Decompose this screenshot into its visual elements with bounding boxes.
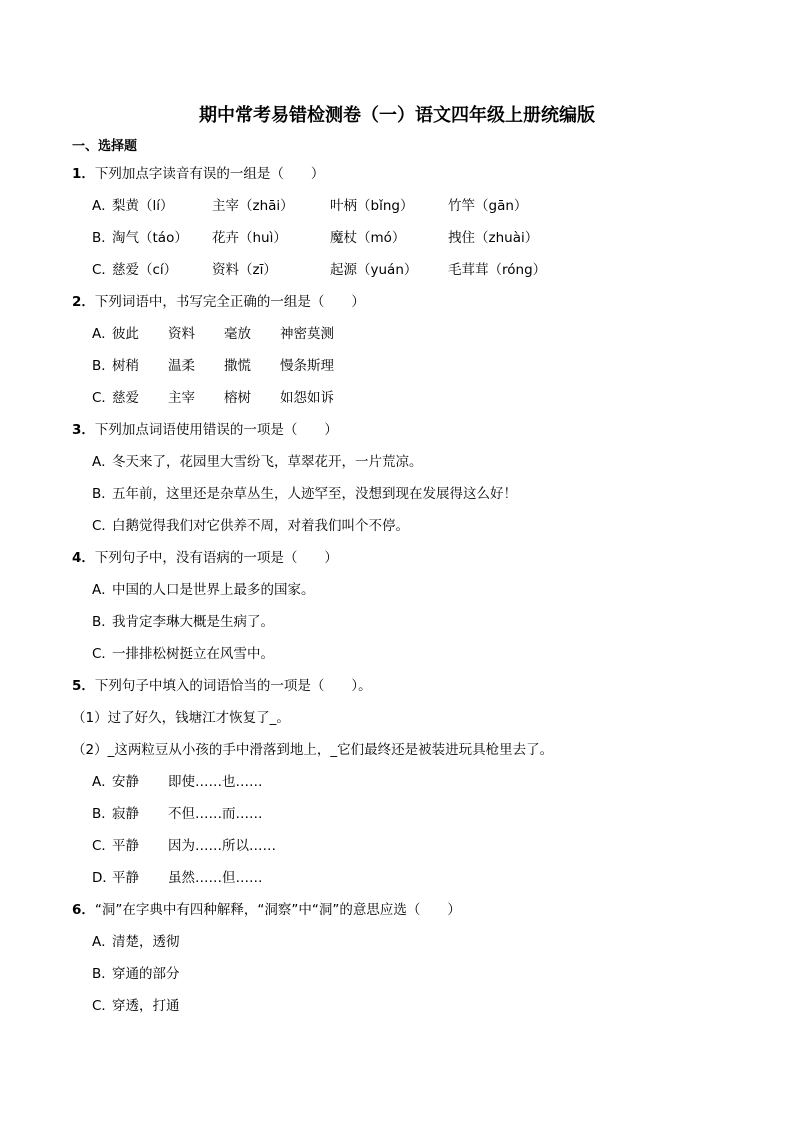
option-item: 温柔 <box>168 358 195 374</box>
option-text: 五年前，这里还是杂草丛生，人迹罕至，没想到现在发展得这么好！ <box>112 486 517 502</box>
question-4-option-b[interactable] <box>72 606 732 638</box>
question-2-option-b[interactable] <box>72 350 732 382</box>
option-item: 平静 <box>112 838 139 854</box>
question-3-option-a[interactable] <box>72 446 732 478</box>
option-item: 榕树 <box>224 390 251 406</box>
option-item: 毫放 <box>224 326 251 342</box>
option-letter: C． <box>92 262 115 278</box>
question-3-stem <box>72 414 732 446</box>
question-1-option-a[interactable] <box>72 190 732 222</box>
option-letter: C． <box>92 838 115 854</box>
option-item: 梨黄（lí） <box>112 198 174 214</box>
option-item: 毛茸茸（róng） <box>448 262 547 278</box>
question-5-sub-2: （2）_这两粒豆从小孩的手中滑落到地上，_它们最终还是被装进玩具枪里去了。 <box>72 742 554 758</box>
question-6-option-a[interactable] <box>72 926 732 958</box>
question-3-option-c[interactable] <box>72 510 732 542</box>
option-item: 起源（yuán） <box>330 262 418 278</box>
option-letter: A． <box>92 934 115 950</box>
option-letter: B． <box>92 358 115 374</box>
option-item: 资料（zī） <box>212 262 277 278</box>
option-letter: C． <box>92 646 115 662</box>
option-letter: A． <box>92 198 115 214</box>
option-letter: C． <box>92 390 115 406</box>
option-item: 竹竿（gān） <box>448 198 528 214</box>
option-letter: B． <box>92 486 115 502</box>
option-item: 资料 <box>168 326 195 342</box>
option-item: 撒慌 <box>224 358 251 374</box>
question-text: “洞”在字典中有四种解释，“洞察”中“洞”的意思应选（ ） <box>94 902 461 918</box>
option-item: 主宰（zhāi） <box>212 198 294 214</box>
option-item: 慈爱（cí） <box>112 262 178 278</box>
option-letter: A． <box>92 774 115 790</box>
section-heading: 一、选择题 <box>72 139 138 154</box>
option-item: 如怨如诉 <box>280 390 334 406</box>
option-item: 神密莫测 <box>280 326 334 342</box>
question-6-stem <box>72 894 732 926</box>
option-item: 魔杖（mó） <box>330 230 406 246</box>
question-2-option-c[interactable] <box>72 382 732 414</box>
option-item: 安静 <box>112 774 139 790</box>
option-item: 树稍 <box>112 358 139 374</box>
option-item: 虽然……但…… <box>168 870 263 886</box>
question-6-option-b[interactable] <box>72 958 732 990</box>
question-5-option-c[interactable] <box>72 830 732 862</box>
option-text: 清楚，透彻 <box>112 934 180 950</box>
question-number: 6． <box>72 902 95 918</box>
option-item: 即使……也…… <box>168 774 263 790</box>
question-text: 下列句子中填入的词语恰当的一项是（ ）。 <box>94 678 372 694</box>
option-item: 寂静 <box>112 806 139 822</box>
option-item: 平静 <box>112 870 139 886</box>
question-text: 下列词语中，书写完全正确的一组是（ ） <box>94 294 365 310</box>
question-5-stem <box>72 670 732 702</box>
option-letter: A． <box>92 454 115 470</box>
question-2-option-a[interactable] <box>72 318 732 350</box>
option-text: 我肯定李琳大概是生病了。 <box>112 614 274 630</box>
option-item: 叶柄（bǐng） <box>330 198 414 214</box>
option-item: 慈爱 <box>112 390 139 406</box>
option-item: 因为……所以…… <box>168 838 276 854</box>
option-letter: B． <box>92 806 115 822</box>
question-5-option-d[interactable] <box>72 862 732 894</box>
question-number: 5． <box>72 678 95 694</box>
option-item: 淘气（táo） <box>112 230 188 246</box>
question-number: 2． <box>72 294 95 310</box>
question-4-option-c[interactable] <box>72 638 732 670</box>
option-text: 穿通的部分 <box>112 966 180 982</box>
question-5-option-b[interactable] <box>72 798 732 830</box>
option-letter: D． <box>92 870 116 886</box>
question-5-sub-1: （1）过了好久，钱塘江才恢复了_。 <box>72 710 290 726</box>
option-item: 彼此 <box>112 326 139 342</box>
option-text: 一排排松树挺立在风雪中。 <box>112 646 274 662</box>
question-4-option-a[interactable] <box>72 574 732 606</box>
option-letter: B． <box>92 966 115 982</box>
option-text: 冬天来了，花园里大雪纷飞，草翠花开，一片荒凉。 <box>112 454 423 470</box>
page-title: 期中常考易错检测卷（一）语文四年级上册统编版 <box>199 105 595 126</box>
option-letter: C． <box>92 998 115 1014</box>
question-2-stem <box>72 286 732 318</box>
option-text: 中国的人口是世界上最多的国家。 <box>112 582 315 598</box>
option-letter: B． <box>92 614 115 630</box>
question-number: 3． <box>72 422 95 438</box>
option-text: 白鹅觉得我们对它供养不周，对着我们叫个不停。 <box>112 518 409 534</box>
question-text: 下列加点字读音有误的一组是（ ） <box>94 166 325 182</box>
question-1-stem <box>72 158 732 190</box>
option-letter: B． <box>92 230 115 246</box>
option-item: 拽住（zhuài） <box>448 230 539 246</box>
question-text: 下列句子中，没有语病的一项是（ ） <box>94 550 338 566</box>
question-1-option-c[interactable] <box>72 254 732 286</box>
option-item: 花卉（huì） <box>212 230 287 246</box>
question-text: 下列加点词语使用错误的一项是（ ） <box>94 422 338 438</box>
question-number: 4． <box>72 550 95 566</box>
question-number: 1． <box>72 166 95 182</box>
option-item: 不但……而…… <box>168 806 263 822</box>
question-3-option-b[interactable] <box>72 478 732 510</box>
question-5-option-a[interactable] <box>72 766 732 798</box>
option-letter: C． <box>92 518 115 534</box>
option-item: 主宰 <box>168 390 195 406</box>
option-letter: A． <box>92 582 115 598</box>
question-1-option-b[interactable] <box>72 222 732 254</box>
option-text: 穿透，打通 <box>112 998 180 1014</box>
option-item: 慢条斯理 <box>280 358 334 374</box>
question-6-option-c[interactable] <box>72 990 732 1022</box>
question-list <box>72 136 732 1022</box>
question-4-stem <box>72 542 732 574</box>
option-letter: A． <box>92 326 115 342</box>
